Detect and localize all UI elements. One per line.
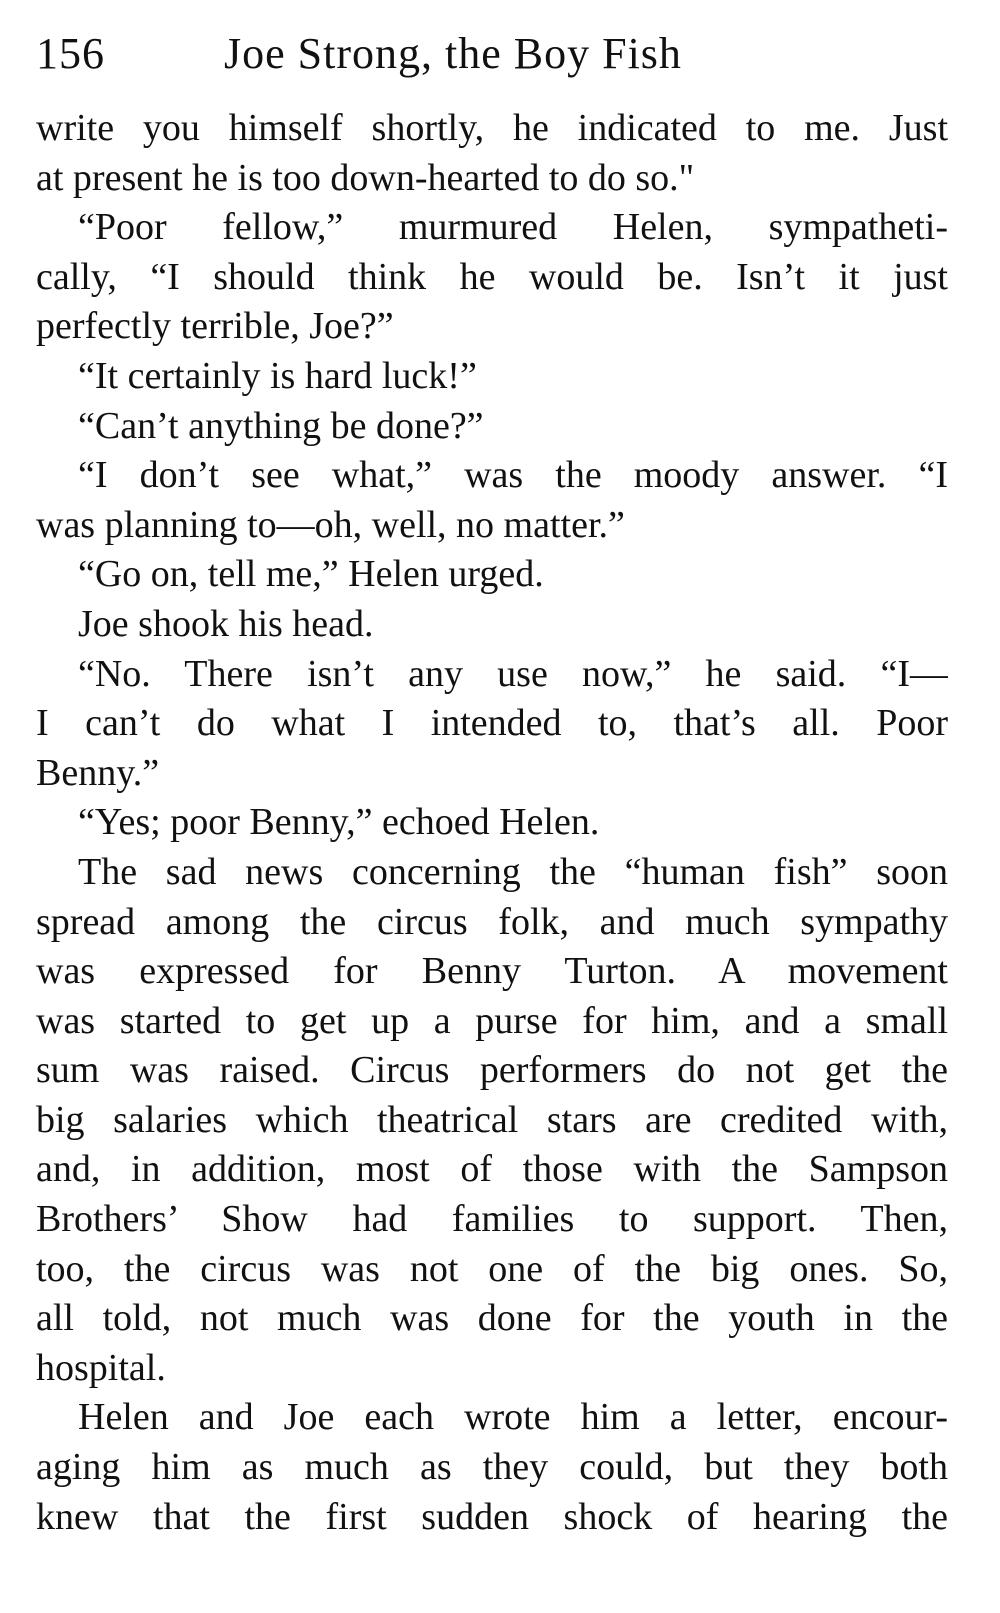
text-line: Helen and Joe each wrote him a letter, encour- (78, 1396, 948, 1439)
text-line: spread among the circus folk, and much sympathy (36, 900, 948, 943)
page-body (36, 104, 948, 1542)
text-line: knew that the first sudden shock of hearing the (36, 1495, 948, 1538)
text-line: aging him as much as they could, but they both (36, 1446, 948, 1489)
text-line: “I don’t see what,” was the moody answer. “I (78, 454, 948, 497)
text-line: perfectly terrible, Joe?” (36, 305, 394, 348)
text-line: at present he is too down-hearted to do so." (36, 156, 695, 199)
text-line: cally, “I should think he would be. Isn’t it just (36, 255, 948, 298)
text-line: “Go on, tell me,” Helen urged. (78, 553, 544, 596)
text-line: “Can’t anything be done?” (78, 404, 484, 447)
text-line: Benny.” (36, 751, 160, 794)
text-line: was planning to—oh, well, no matter.” (36, 503, 625, 546)
text-line: Joe shook his head. (78, 602, 374, 645)
text-line: write you himself shortly, he indicated to me. Just (36, 107, 948, 149)
text-line: too, the circus was not one of the big ones. So, (36, 1247, 948, 1290)
text-line: “Poor fellow,” murmured Helen, sympatheti- (78, 206, 948, 249)
text-line: sum was raised. Circus performers do not get the (36, 1049, 948, 1092)
text-line: big salaries which theatrical stars are credited with, (36, 1098, 948, 1141)
text-line: “Yes; poor Benny,” echoed Helen. (78, 801, 600, 844)
text-line: “No. There isn’t any use now,” he said. “I— (78, 652, 948, 695)
text-line: was started to get up a purse for him, and a small (36, 999, 948, 1042)
page-header (36, 20, 966, 90)
text-line: Brothers’ Show had families to support. Then, (36, 1198, 948, 1241)
running-title: Joe Strong, the Boy Fish (224, 29, 682, 78)
text-line: “It certainly is hard luck!” (78, 354, 477, 397)
text-line: I can’t do what I intended to, that’s all. Poor (36, 702, 948, 745)
page-number: 156 (36, 29, 105, 78)
text-line: The sad news concerning the “human fish” soon (78, 850, 948, 893)
text-line: hospital. (36, 1346, 166, 1389)
text-line: all told, not much was done for the youth in the (36, 1297, 948, 1340)
text-line: was expressed for Benny Turton. A movement (36, 950, 948, 993)
text-line: and, in addition, most of those with the Sampson (36, 1148, 948, 1191)
